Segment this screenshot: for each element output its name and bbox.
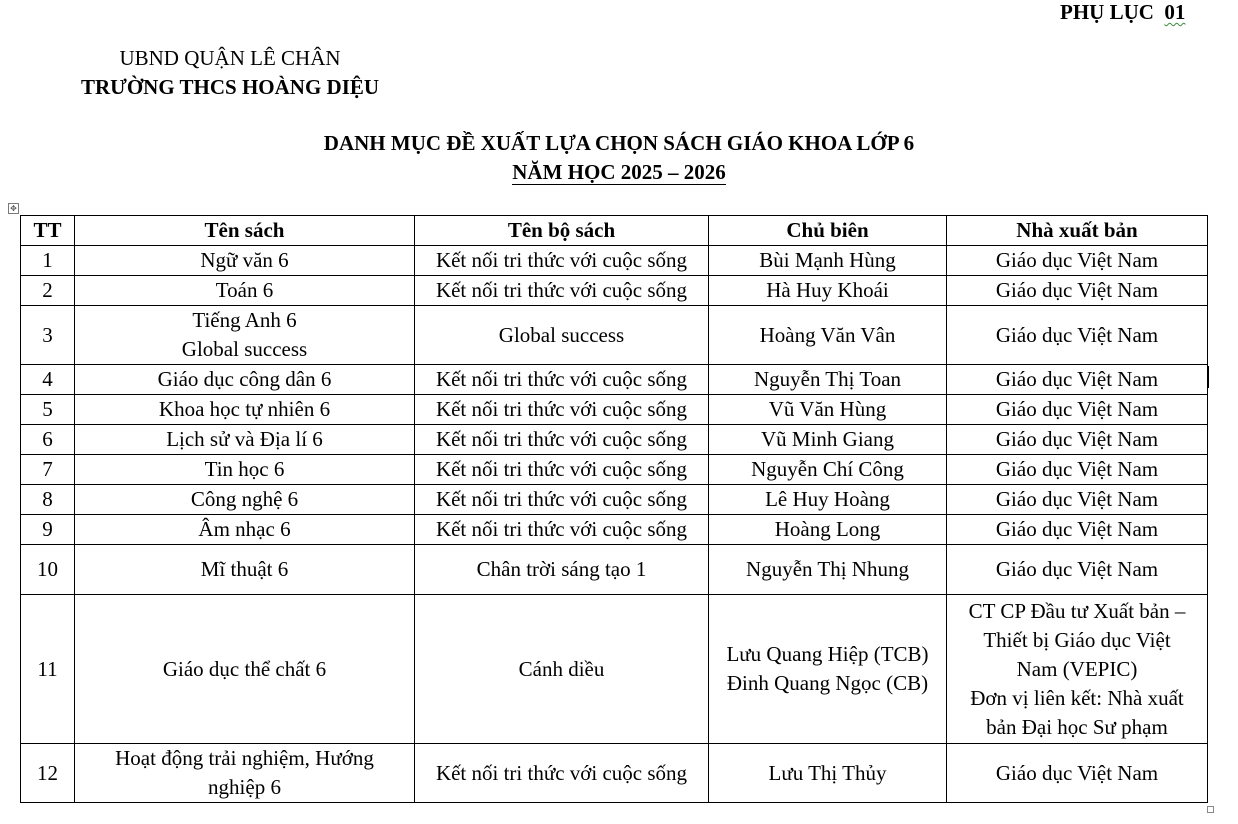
cell-editor	[709, 515, 947, 545]
cell-series-line: Chân trời sáng tạo 1	[476, 557, 647, 581]
cell-publisher	[947, 395, 1208, 425]
cell-publisher	[947, 365, 1208, 395]
cell-publisher	[947, 276, 1208, 306]
cell-publisher-line: Giáo dục Việt Nam	[995, 457, 1159, 481]
table-row	[21, 515, 1208, 545]
cell-tt: 5	[21, 395, 75, 425]
header-editor: Chủ biên	[709, 216, 947, 246]
cell-publisher	[947, 744, 1208, 803]
cell-publisher	[947, 455, 1208, 485]
table-header-row	[21, 216, 1208, 246]
cell-tt: 7	[21, 455, 75, 485]
cell-tt: 11	[21, 595, 75, 744]
cell-publisher-line: Giáo dục Việt Nam	[995, 278, 1159, 302]
table-resize-handle[interactable]	[1207, 806, 1214, 813]
cell-editor	[709, 744, 947, 803]
cell-series-line: Kết nối tri thức với cuộc sống	[435, 248, 688, 272]
cell-tt: 2	[21, 276, 75, 306]
appendix-label	[1060, 0, 1185, 25]
cell-editor-line: Hoàng Văn Vân	[759, 322, 896, 347]
cell-series	[415, 395, 709, 425]
cell-book-name	[75, 365, 415, 395]
cell-series-line: Cánh diều	[518, 656, 605, 681]
table-row	[21, 744, 1208, 803]
cell-editor	[709, 545, 947, 595]
title-line-2: NĂM HỌC 2025 – 2026	[512, 160, 726, 184]
cell-editor-line: Lưu Thị Thủy	[768, 760, 887, 785]
table-row	[21, 485, 1208, 515]
cell-editor-line: Hoàng Long	[774, 517, 881, 541]
cell-book-name-line: Hoạt động trải nghiệm, Hướng	[115, 746, 374, 770]
cell-book-name-line: Giáo dục thể chất 6	[162, 656, 327, 681]
cell-publisher-line: bản Đại học Sư phạm	[986, 714, 1168, 739]
cell-book-name-line: Giáo dục công dân 6	[157, 367, 332, 391]
cell-series	[415, 455, 709, 485]
table-move-handle-icon[interactable]: ✥	[8, 203, 19, 214]
cell-editor-line: Nguyễn Chí Công	[751, 457, 904, 481]
textbook-table	[20, 215, 1208, 803]
cell-book-name-line: Ngữ văn 6	[200, 248, 289, 272]
document-title	[0, 129, 1238, 187]
cell-publisher	[947, 485, 1208, 515]
text-cursor	[1208, 366, 1209, 388]
cell-series-line: Kết nối tri thức với cuộc sống	[435, 367, 688, 391]
cell-editor	[709, 485, 947, 515]
cell-tt: 4	[21, 365, 75, 395]
cell-book-name	[75, 595, 415, 744]
cell-tt: 10	[21, 545, 75, 595]
cell-publisher-line: Giáo dục Việt Nam	[995, 367, 1159, 391]
cell-book-name	[75, 306, 415, 365]
cell-series	[415, 365, 709, 395]
cell-publisher-line: Thiết bị Giáo dục Việt	[983, 627, 1171, 652]
cell-publisher-line: Giáo dục Việt Nam	[995, 427, 1159, 451]
cell-book-name-line: Global success	[181, 337, 308, 361]
cell-book-name	[75, 246, 415, 276]
cell-book-name	[75, 455, 415, 485]
cell-book-name-line: Toán 6	[215, 278, 274, 302]
cell-editor-line: Hà Huy Khoái	[766, 278, 889, 302]
cell-book-name-line: nghiệp 6	[208, 775, 281, 799]
cell-book-name	[75, 545, 415, 595]
cell-publisher-line: Nam (VEPIC)	[1016, 656, 1138, 681]
appendix-label-text: PHỤ LỤC	[1060, 0, 1154, 24]
cell-series-line: Kết nối tri thức với cuộc sống	[435, 457, 688, 481]
cell-series	[415, 515, 709, 545]
cell-editor-line: Vũ Minh Giang	[761, 427, 894, 451]
cell-tt: 6	[21, 425, 75, 455]
cell-series	[415, 425, 709, 455]
cell-series-line: Kết nối tri thức với cuộc sống	[435, 517, 688, 541]
cell-editor-line: Nguyễn Thị Toan	[753, 367, 902, 391]
cell-series	[415, 744, 709, 803]
table-row	[21, 276, 1208, 306]
title-line-2-wrap	[0, 158, 1238, 187]
table-row	[21, 455, 1208, 485]
cell-publisher-line: Giáo dục Việt Nam	[995, 517, 1159, 541]
cell-publisher	[947, 545, 1208, 595]
cell-series-line: Kết nối tri thức với cuộc sống	[435, 278, 688, 302]
cell-editor-line: Đinh Quang Ngọc (CB)	[726, 671, 929, 695]
cell-book-name-line: Lịch sử và Địa lí 6	[166, 427, 323, 451]
cell-book-name-line: Tin học 6	[204, 457, 285, 481]
table-row	[21, 246, 1208, 276]
header-series: Tên bộ sách	[415, 216, 709, 246]
cell-publisher	[947, 515, 1208, 545]
cell-book-name-line: Âm nhạc 6	[198, 517, 291, 541]
table-row	[21, 395, 1208, 425]
cell-publisher	[947, 306, 1208, 365]
cell-editor	[709, 455, 947, 485]
cell-book-name	[75, 395, 415, 425]
cell-editor	[709, 395, 947, 425]
cell-publisher-line: CT CP Đầu tư Xuất bản –	[968, 598, 1186, 623]
cell-editor	[709, 595, 947, 744]
cell-editor-line: Bùi Mạnh Hùng	[759, 248, 896, 272]
cell-series-line: Kết nối tri thức với cuộc sống	[435, 427, 688, 451]
cell-editor-line: Vũ Văn Hùng	[768, 397, 887, 421]
cell-editor	[709, 365, 947, 395]
cell-book-name-line: Công nghệ 6	[190, 487, 299, 511]
cell-series-line: Global success	[498, 322, 625, 347]
cell-tt: 1	[21, 246, 75, 276]
cell-series	[415, 545, 709, 595]
cell-book-name	[75, 485, 415, 515]
cell-publisher-line: Giáo dục Việt Nam	[995, 487, 1159, 511]
cell-editor	[709, 425, 947, 455]
org-line-2: TRƯỜNG THCS HOÀNG DIỆU	[80, 75, 380, 99]
cell-series-line: Kết nối tri thức với cuộc sống	[435, 760, 688, 785]
table-row	[21, 306, 1208, 365]
table-row	[21, 545, 1208, 595]
cell-series	[415, 306, 709, 365]
cell-publisher-line: Giáo dục Việt Nam	[995, 397, 1159, 421]
cell-editor	[709, 276, 947, 306]
header-book-name: Tên sách	[75, 216, 415, 246]
cell-editor-line: Lưu Quang Hiệp (TCB)	[726, 642, 929, 666]
cell-editor	[709, 306, 947, 365]
cell-publisher	[947, 246, 1208, 276]
cell-publisher	[947, 595, 1208, 744]
cell-book-name-line: Mĩ thuật 6	[200, 557, 289, 581]
cell-book-name-line: Khoa học tự nhiên 6	[158, 397, 331, 421]
cell-tt: 8	[21, 485, 75, 515]
appendix-number: 01	[1164, 0, 1186, 24]
cell-tt: 3	[21, 306, 75, 365]
cell-publisher-line: Giáo dục Việt Nam	[995, 322, 1159, 347]
cell-book-name	[75, 515, 415, 545]
cell-series	[415, 595, 709, 744]
cell-editor	[709, 246, 947, 276]
table-body	[21, 246, 1208, 803]
cell-book-name-line: Tiếng Anh 6	[192, 308, 297, 332]
cell-editor-line: Lê Huy Hoàng	[765, 487, 890, 511]
table-row	[21, 425, 1208, 455]
organization-header	[60, 44, 400, 102]
title-line-1: DANH MỤC ĐỀ XUẤT LỰA CHỌN SÁCH GIÁO KHOA LỚP 6	[323, 131, 915, 155]
cell-editor-line: Nguyễn Thị Nhung	[746, 557, 909, 581]
cell-series	[415, 246, 709, 276]
table-row	[21, 595, 1208, 744]
cell-series-line: Kết nối tri thức với cuộc sống	[435, 487, 688, 511]
cell-publisher-line: Giáo dục Việt Nam	[995, 760, 1159, 785]
cell-book-name	[75, 276, 415, 306]
cell-tt: 9	[21, 515, 75, 545]
cell-publisher-line: Đơn vị liên kết: Nhà xuất	[970, 685, 1184, 710]
cell-publisher-line: Giáo dục Việt Nam	[995, 248, 1159, 272]
cell-book-name	[75, 744, 415, 803]
header-tt: TT	[21, 216, 75, 246]
cell-series	[415, 485, 709, 515]
cell-series	[415, 276, 709, 306]
table-row	[21, 365, 1208, 395]
org-line-1: UBND QUẬN LÊ CHÂN	[119, 46, 341, 70]
cell-publisher	[947, 425, 1208, 455]
header-publisher: Nhà xuất bản	[947, 216, 1208, 246]
cell-publisher-line: Giáo dục Việt Nam	[995, 557, 1159, 581]
cell-tt: 12	[21, 744, 75, 803]
cell-book-name	[75, 425, 415, 455]
cell-series-line: Kết nối tri thức với cuộc sống	[435, 397, 688, 421]
